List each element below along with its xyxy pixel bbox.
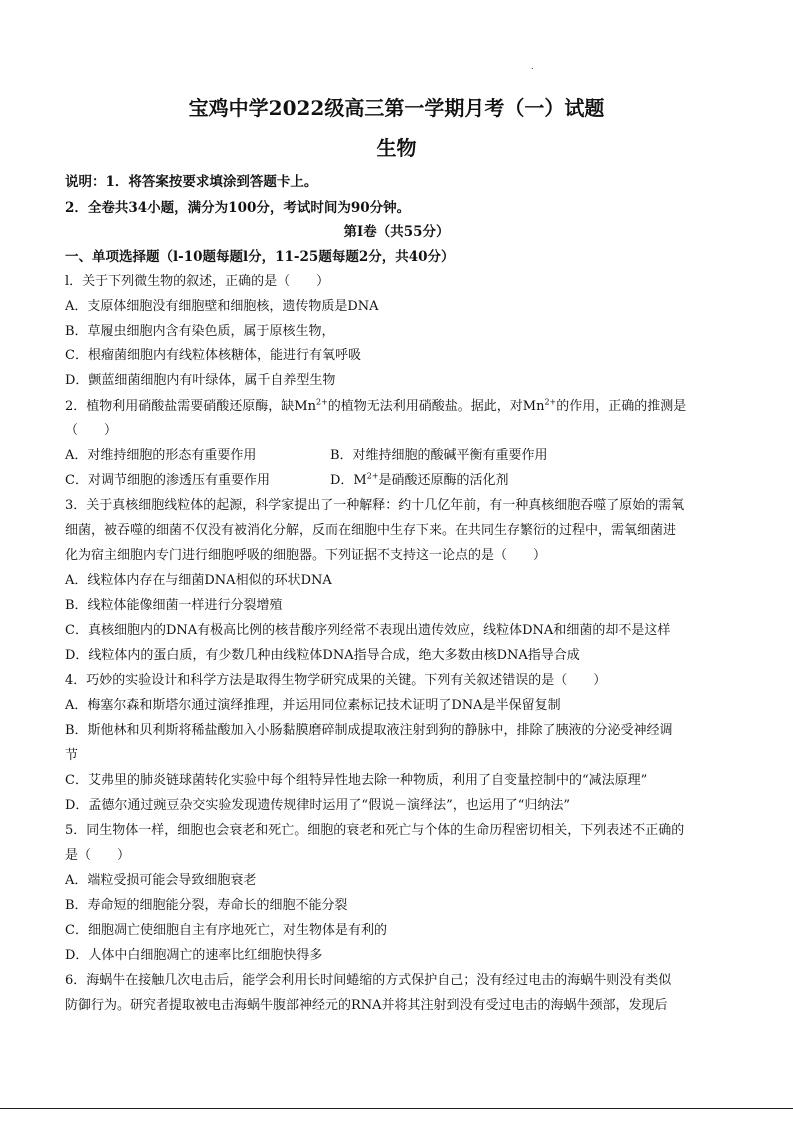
q1-option-d: D．颤蓝细菌细胞内有叶绿体，属千自养型生物 bbox=[65, 373, 336, 388]
q3-option-c: C．真核细胞内的DNA有极高比例的核昔酸序列经常不表现出遗传效应，线粒体DNA和细菌的却不是这样 bbox=[65, 623, 671, 638]
q1-option-a: A．支原体细胞没有细胞壁和细胞核，遗传物质是DNA bbox=[65, 299, 379, 314]
q2-sup-1: 2+ bbox=[315, 397, 328, 407]
q4-option-a: A．梅塞尔森和斯塔尔通过演绎推理，并运用同位素标记技术证明了DNA是半保留复制 bbox=[65, 698, 561, 713]
q4-option-b-line-1: B．斯他林和贝利斯将稀盐酸加入小肠黏膜磨碎制成提取液注射到狗的静脉中，排除了胰液的分泌受神经调 bbox=[65, 723, 673, 738]
part-heading: 一、单项选择题（l-10题每题l分，11-25题每题2分，共40分） bbox=[65, 249, 455, 265]
q2-stem-pre: 2．植物利用硝酸盐需要硝酸还原酶，缺Mn bbox=[65, 399, 316, 414]
q4-stem: 4．巧妙的实验设计和科学方法是取得生物学研究成果的关键。下列有关叙述错误的是（ ） bbox=[65, 673, 607, 688]
q5-stem-line-1: 5．同生物体一样，细胞也会衰老和死亡。细胞的衰老和死亡与个体的生命历程密切相关，下列表述不正确的 bbox=[65, 823, 685, 838]
q2-option-d-post: 是硝酸还原酶的活化剂 bbox=[378, 473, 509, 488]
q4-option-b-line-2: 节 bbox=[65, 748, 79, 763]
q4-option-d: D．孟德尔通过豌豆杂交实验发现遗传规律时运用了“假说－演绎法”，也运用了“归纳法” bbox=[65, 798, 571, 813]
q2-option-d bbox=[330, 472, 509, 490]
q1-option-c: C．根瘤菌细胞内有线粒体核糖体，能进行有氧呼吸 bbox=[65, 348, 361, 363]
q5-option-b: B．寿命短的细胞能分裂，寿命长的细胞不能分裂 bbox=[65, 898, 348, 913]
q3-stem-line-3: 化为宿主细胞内专门进行细胞呼吸的细胞器。下列证据不支持这一论点的是（ ） bbox=[65, 548, 547, 563]
instruction-line-1: 说明：1．将答案按要求填涂到答题卡上。 bbox=[65, 174, 318, 190]
q5-stem-line-2: 是（ ） bbox=[65, 848, 131, 863]
q2-stem-post: 的作用，正确的推测是 bbox=[556, 399, 687, 414]
page-dot: . bbox=[531, 62, 534, 71]
q5-option-d: D．人体中白细胞凋亡的速率比红细胞快得多 bbox=[65, 948, 323, 963]
volume-heading: 第Ⅰ卷（共55分） bbox=[343, 224, 450, 240]
q4-option-c: C．艾弗里的肺炎链球菌转化实验中每个组特异性地去除一种物质，利用了自变量控制中的“减法原理” bbox=[65, 773, 648, 788]
subject-title: 生物 bbox=[376, 136, 417, 160]
q2-stem bbox=[65, 398, 735, 416]
q1-stem: l．关于下列微生物的叙述，正确的是（ ） bbox=[65, 274, 330, 289]
q5-option-a: A．端粒受损可能会导致细胞衰老 bbox=[65, 873, 257, 888]
q3-stem-line-2: 细菌，被吞噬的细菌不仅没有被消化分解，反而在细胞中生存下来。在共同生存繁衍的过程中，需氧细菌进 bbox=[65, 523, 677, 538]
bottom-divider bbox=[0, 1108, 793, 1109]
q5-option-c: C．细胞凋亡使细胞自主有序地死亡，对生物体是有利的 bbox=[65, 923, 387, 938]
q6-stem-line-1: 6．海蜗牛在接触几次电击后，能学会利用长时间蜷缩的方式保护自己；没有经过电击的海蜗牛则没有类似 bbox=[65, 973, 672, 988]
q6-stem-line-2: 防御行为。研究者提取被电击海蜗牛腹部神经元的RNA并将其注射到没有受过电击的海蜗牛颈部，发现后 bbox=[65, 998, 668, 1013]
exam-title: 宝鸡中学2022级高三第一学期月考（一）试题 bbox=[188, 96, 605, 120]
instruction-line-2: 2．全卷共34小题，满分为100分，考试时间为90分钟。 bbox=[65, 200, 411, 216]
q3-option-d: D．线粒体内的蛋白质，有少数几种由线粒体DNA指导合成，绝大多数由核DNA指导合成 bbox=[65, 648, 580, 663]
q3-option-b: B．线粒体能像细菌一样进行分裂增殖 bbox=[65, 598, 283, 613]
q2-sup-2: 2+ bbox=[544, 397, 557, 407]
q2-option-d-sup: 2+ bbox=[366, 471, 379, 481]
q3-option-a: A．线粒体内存在与细菌DNA相似的环状DNA bbox=[65, 573, 332, 588]
q2-stem-mid: 的植物无法利用硝酸盐。据此，对Mn bbox=[327, 399, 545, 414]
q2-stem-cont: （ ） bbox=[65, 423, 118, 438]
q2-option-a: A．对维持细胞的形态有重要作用 bbox=[65, 448, 257, 463]
q2-option-c: C．对调节细胞的渗透压有重要作用 bbox=[65, 473, 270, 488]
q2-option-d-pre: D．M bbox=[330, 473, 367, 488]
q1-option-b: B．草履虫细胞内含有染色质，属于原核生物， bbox=[65, 324, 335, 339]
q2-option-b: B．对维持细胞的酸碱平衡有重要作用 bbox=[330, 448, 548, 463]
q3-stem-line-1: 3．关于真核细胞线粒体的起源，科学家提出了一种解释：约十几亿年前，有一种真核细胞吞噬了原始的需氧 bbox=[65, 498, 685, 513]
